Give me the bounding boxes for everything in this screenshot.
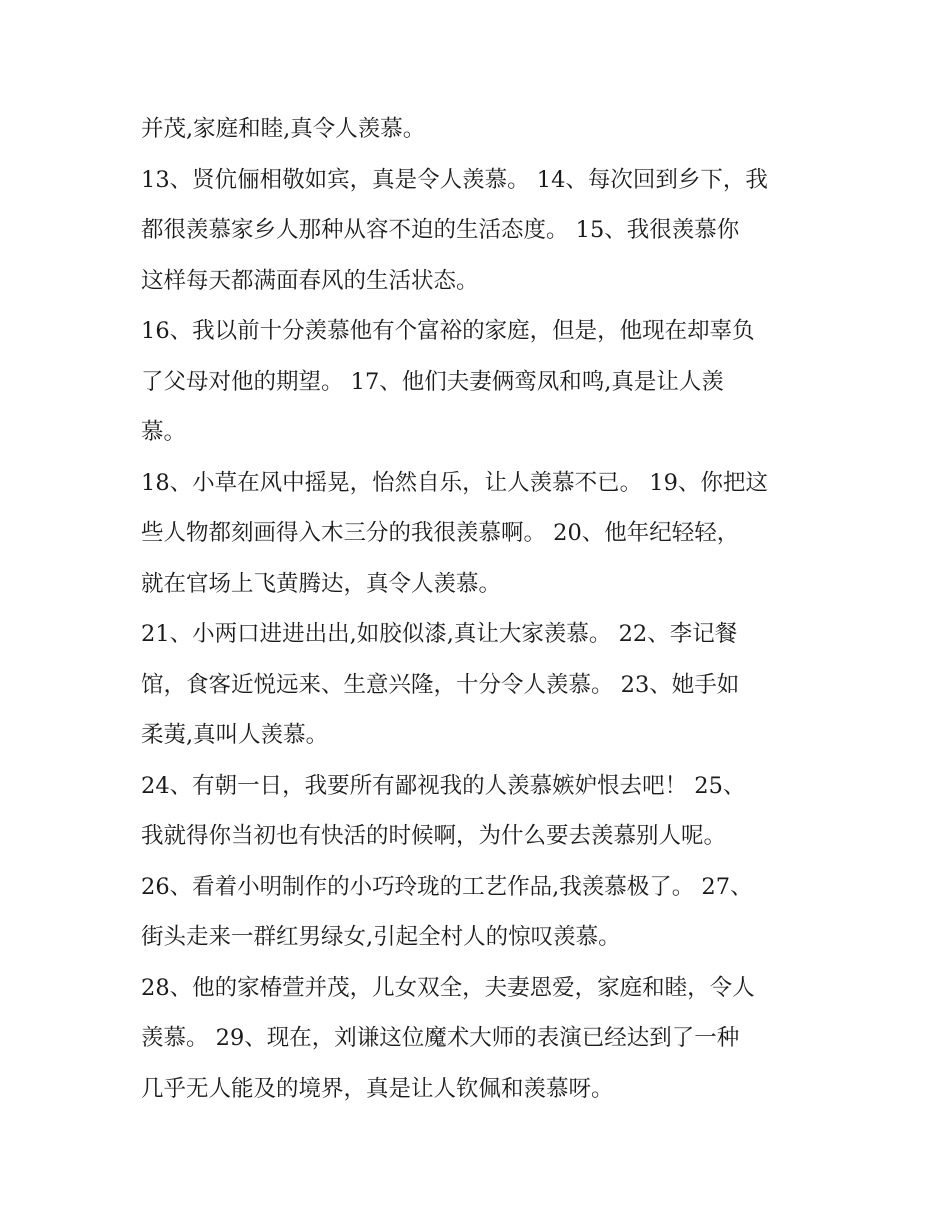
- paragraph-8: [141, 963, 821, 1115]
- text-line: 这样每天都满面春风的生活状态。: [141, 267, 479, 294]
- text-line: 18、小草在风中摇晃，怡然自乐，让人羡慕不已。 19、你把这: [141, 469, 768, 496]
- paragraph-3: [141, 306, 821, 458]
- paragraph-5: [141, 609, 821, 761]
- text-line: 26、看着小明制作的小巧玲珑的工艺作品,我羡慕极了。 27、: [141, 873, 753, 900]
- text-line: 羡慕。 29、现在，刘谦这位魔术大师的表演已经达到了一种: [141, 1025, 740, 1051]
- text-line: 21、小两口进进出出,如胶似漆,真让大家羡慕。 22、李记餐: [141, 621, 738, 647]
- text-line: 13、贤伉俪相敬如宾，真是令人羡慕。 14、每次回到乡下，我: [141, 166, 768, 193]
- paragraph-1: [141, 104, 821, 155]
- text-line: 24、有朝一日，我要所有鄙视我的人羡慕嫉妒恨去吧！ 25、: [141, 772, 746, 799]
- text-line: 慕。: [141, 419, 187, 445]
- document-body: [141, 104, 821, 1114]
- text-line: 几乎无人能及的境界，真是让人钦佩和羡慕呀。: [141, 1075, 614, 1102]
- text-line: 街头走来一群红男绿女,引起全村人的惊叹羡慕。: [141, 924, 621, 950]
- text-line: 柔荑,真叫人羡慕。: [141, 722, 329, 748]
- text-line: 都很羡慕家乡人那种从容不迫的生活态度。 15、我很羡慕你: [141, 217, 740, 243]
- text-line: 16、我以前十分羡慕他有个富裕的家庭，但是，他现在却辜负: [141, 318, 755, 344]
- text-line: 了父母对他的期望。 17、他们夫妻俩鸾凤和鸣,真是让人羡: [141, 368, 724, 395]
- text-line: 馆，食客近悦远来、生意兴隆，十分令人羡慕。 23、她手如: [141, 671, 740, 698]
- text-line: 就在官场上飞黄腾达，真令人羡慕。: [141, 570, 502, 597]
- paragraph-2: [141, 155, 821, 307]
- text-line: 些人物都刻画得入木三分的我很羡慕啊。 20、他年纪轻轻，: [141, 520, 740, 546]
- text-line: 我就得你当初也有快活的时候啊，为什么要去羡慕别人呢。: [141, 823, 727, 849]
- paragraph-7: [141, 862, 821, 963]
- text-line: 28、他的家椿萱并茂，儿女双全，夫妻恩爱，家庭和睦，令人: [141, 974, 755, 1001]
- paragraph-6: [141, 761, 821, 862]
- text-line: 并茂,家庭和睦,真令人羡慕。: [141, 116, 426, 142]
- paragraph-4: [141, 458, 821, 610]
